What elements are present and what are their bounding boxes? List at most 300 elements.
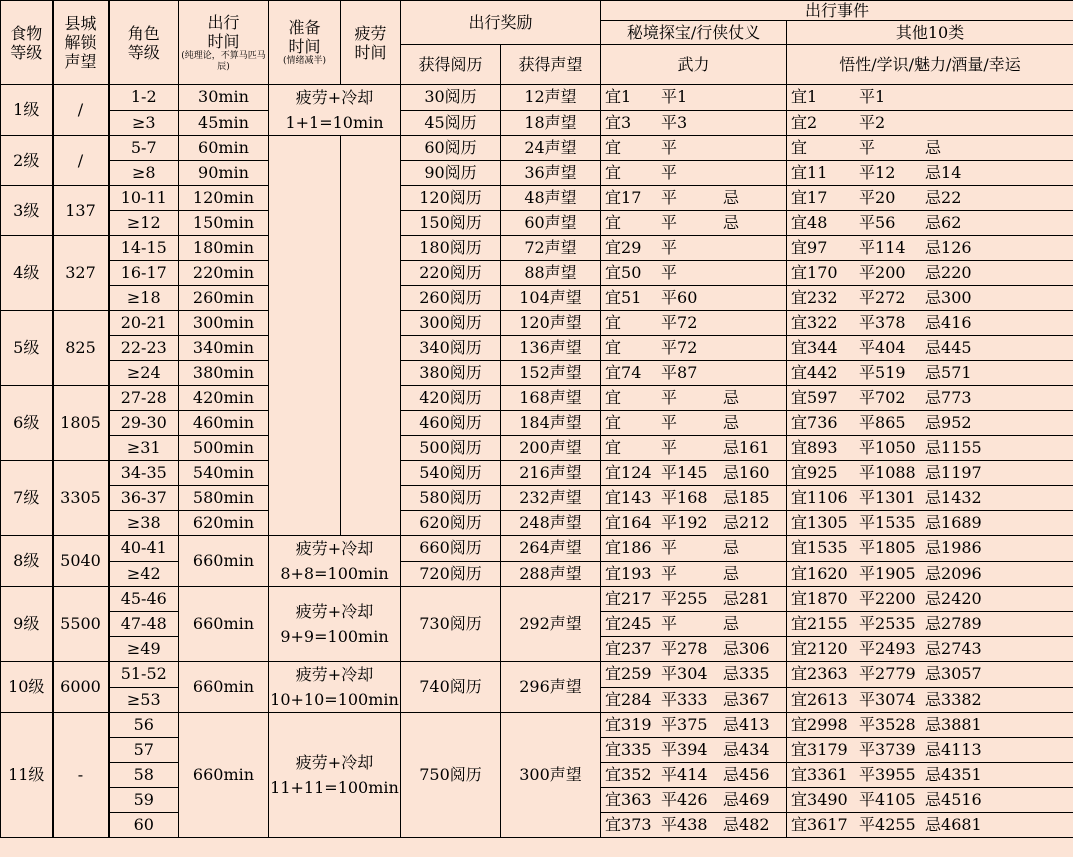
reward-exp-cell: 30阅历 xyxy=(401,85,501,111)
event-other-cell-ping: 平2200 xyxy=(859,589,916,608)
travel-time-cell: 120min xyxy=(179,186,269,211)
reward-exp-cell: 90阅历 xyxy=(401,161,501,186)
event-other-cell-yi: 宜3490 xyxy=(791,790,848,809)
event-wuli-cell-yi: 宜373 xyxy=(605,815,652,834)
event-other-cell-ping: 平2 xyxy=(859,112,886,132)
event-other-cell-yi: 宜17 xyxy=(791,188,828,207)
travel-time-cell: 300min xyxy=(179,311,269,336)
event-wuli-cell-ping: 平 xyxy=(661,614,678,633)
fatigue-label: 疲劳+冷却 xyxy=(295,539,374,558)
event-other-cell-ji: 忌952 xyxy=(925,413,972,432)
event-wuli-cell-ji: 忌160 xyxy=(723,463,770,482)
event-wuli-cell-yi: 宜1 xyxy=(605,87,632,107)
food-level-cell: 7级 xyxy=(1,461,53,536)
event-wuli-cell-yi: 宜284 xyxy=(605,689,652,709)
event-other-cell-ji: 忌14 xyxy=(925,163,962,182)
fatigue-cooldown-cell xyxy=(269,713,401,838)
travel-time-cell: 420min xyxy=(179,386,269,411)
travel-time-cell: 660min xyxy=(179,662,269,713)
event-other-cell xyxy=(787,286,1073,311)
event-other-cell xyxy=(787,411,1073,436)
county-unlock-cell: 1805 xyxy=(53,386,109,461)
event-other-cell-yi: 宜232 xyxy=(791,288,838,307)
event-other-cell-ji: 忌2743 xyxy=(925,639,982,658)
event-wuli-cell-yi: 宜259 xyxy=(605,664,652,684)
header-fatigue-time: 疲劳时间 xyxy=(341,1,401,85)
event-wuli-cell-yi: 宜335 xyxy=(605,740,652,759)
header-travel-time: 出行时间 (纯理论，不算马匹马辰) xyxy=(179,1,269,85)
event-other-cell-ji: 忌3057 xyxy=(925,664,982,684)
reward-exp-cell: 750阅历 xyxy=(401,713,501,838)
event-other-cell-yi: 宜736 xyxy=(791,413,838,432)
travel-time-cell: 30min xyxy=(179,85,269,111)
event-other-cell xyxy=(787,386,1073,411)
travel-time-cell: 340min xyxy=(179,336,269,361)
role-level-cell: ≥53 xyxy=(109,687,179,713)
reward-rep-cell: 184声望 xyxy=(501,411,601,436)
event-other-cell-ping: 平1050 xyxy=(859,438,916,457)
role-level-cell: ≥42 xyxy=(109,561,179,587)
event-other-cell xyxy=(787,637,1073,662)
event-other-cell-yi: 宜344 xyxy=(791,338,838,357)
reward-rep-cell: 72声望 xyxy=(501,236,601,261)
role-level-cell: ≥24 xyxy=(109,361,179,386)
event-other-cell-yi: 宜1106 xyxy=(791,488,848,507)
reward-exp-cell: 420阅历 xyxy=(401,386,501,411)
table-row xyxy=(1,436,1073,461)
event-wuli-cell-ping: 平1 xyxy=(661,87,688,107)
event-other-cell-ping: 平3074 xyxy=(859,689,916,709)
event-other-cell-yi: 宜3361 xyxy=(791,765,848,784)
event-wuli-cell-yi: 宜143 xyxy=(605,488,652,507)
event-wuli-cell-ji: 忌367 xyxy=(723,689,770,709)
reward-exp-cell: 740阅历 xyxy=(401,662,501,713)
fatigue-time-empty xyxy=(341,136,401,536)
event-wuli-cell-ping: 平278 xyxy=(661,639,708,658)
event-wuli-cell xyxy=(601,336,787,361)
event-other-cell-ji: 忌571 xyxy=(925,363,972,382)
event-other-cell-yi: 宜442 xyxy=(791,363,838,382)
table-row xyxy=(1,136,1073,161)
event-wuli-cell-ji: 忌281 xyxy=(723,589,770,608)
travel-time-note: (纯理论，不算马匹马辰) xyxy=(181,50,266,72)
event-wuli-cell xyxy=(601,561,787,587)
travel-time-cell: 260min xyxy=(179,286,269,311)
event-wuli-cell-ping: 平394 xyxy=(661,740,708,759)
reward-rep-cell: 48声望 xyxy=(501,186,601,211)
event-other-cell-yi: 宜2998 xyxy=(791,715,848,734)
event-wuli-cell-yi: 宜217 xyxy=(605,589,652,608)
role-level-cell: ≥38 xyxy=(109,511,179,536)
event-wuli-cell xyxy=(601,612,787,637)
reward-exp-cell: 730阅历 xyxy=(401,587,501,662)
header-event-wuli: 武力 xyxy=(601,45,787,85)
event-wuli-cell-ping: 平 xyxy=(661,213,678,232)
reward-rep-cell: 296声望 xyxy=(501,662,601,713)
event-wuli-cell-yi: 宜29 xyxy=(605,238,642,257)
travel-time-cell: 180min xyxy=(179,236,269,261)
event-wuli-cell xyxy=(601,211,787,236)
event-other-cell-ping: 平2493 xyxy=(859,639,916,658)
county-unlock-cell: - xyxy=(53,713,109,838)
event-wuli-cell-yi: 宜164 xyxy=(605,513,652,532)
event-wuli-cell-ji: 忌 xyxy=(723,388,740,407)
event-wuli-cell xyxy=(601,637,787,662)
event-other-cell xyxy=(787,511,1073,536)
event-wuli-cell-yi: 宜 xyxy=(605,138,622,157)
table-row xyxy=(1,311,1073,336)
event-other-cell-yi: 宜3179 xyxy=(791,740,848,759)
event-other-cell xyxy=(787,336,1073,361)
event-other-cell-yi: 宜2120 xyxy=(791,639,848,658)
event-wuli-cell xyxy=(601,788,787,813)
event-wuli-cell-yi: 宜 xyxy=(605,413,622,432)
header-county-unlock: 县城解锁声望 xyxy=(53,1,109,85)
event-wuli-cell xyxy=(601,662,787,688)
county-unlock-cell: 825 xyxy=(53,311,109,386)
county-unlock-cell: 327 xyxy=(53,236,109,311)
role-level-cell: 16-17 xyxy=(109,261,179,286)
role-level-cell: 40-41 xyxy=(109,536,179,562)
event-wuli-cell-ping: 平168 xyxy=(661,488,708,507)
event-other-cell-ping: 平2779 xyxy=(859,664,916,684)
fatigue-formula: 9+9=100min xyxy=(280,627,389,646)
event-wuli-cell xyxy=(601,85,787,111)
event-wuli-cell-ping: 平414 xyxy=(661,765,708,784)
event-other-cell-yi: 宜 xyxy=(791,138,808,157)
event-other-cell-ji: 忌2096 xyxy=(925,563,982,583)
event-wuli-cell-yi: 宜193 xyxy=(605,563,652,583)
event-other-cell xyxy=(787,813,1073,838)
table-row xyxy=(1,261,1073,286)
event-wuli-cell xyxy=(601,311,787,336)
event-other-cell-ji: 忌126 xyxy=(925,238,972,257)
reward-exp-cell: 120阅历 xyxy=(401,186,501,211)
prep-time-empty xyxy=(269,136,341,536)
event-other-cell-ping: 平3955 xyxy=(859,765,916,784)
reward-exp-cell: 720阅历 xyxy=(401,561,501,587)
event-wuli-cell-yi: 宜186 xyxy=(605,538,652,558)
event-wuli-cell-yi: 宜 xyxy=(605,338,622,357)
event-other-cell xyxy=(787,738,1073,763)
event-other-cell xyxy=(787,110,1073,136)
event-other-cell xyxy=(787,261,1073,286)
event-other-cell xyxy=(787,461,1073,486)
event-other-cell-ping: 平865 xyxy=(859,413,906,432)
county-unlock-cell: / xyxy=(53,136,109,186)
role-level-cell: ≥3 xyxy=(109,110,179,136)
travel-time-cell: 660min xyxy=(179,713,269,838)
event-other-cell-ping: 平4105 xyxy=(859,790,916,809)
event-other-cell-yi: 宜1535 xyxy=(791,538,848,558)
table-row xyxy=(1,587,1073,612)
role-level-cell: ≥31 xyxy=(109,436,179,461)
event-other-cell-ping: 平3739 xyxy=(859,740,916,759)
event-other-cell-ping: 平378 xyxy=(859,313,906,332)
travel-time-cell: 45min xyxy=(179,110,269,136)
event-wuli-cell-ji: 忌 xyxy=(723,188,740,207)
county-unlock-cell: 3305 xyxy=(53,461,109,536)
role-level-cell: 58 xyxy=(109,763,179,788)
fatigue-formula: 11+11=100min xyxy=(270,778,399,797)
table-row xyxy=(1,386,1073,411)
event-other-cell-ji: 忌300 xyxy=(925,288,972,307)
event-wuli-cell-ping: 平304 xyxy=(661,664,708,684)
reward-exp-cell: 45阅历 xyxy=(401,110,501,136)
fatigue-cooldown-cell xyxy=(269,85,401,136)
event-wuli-cell xyxy=(601,713,787,738)
food-level-cell: 2级 xyxy=(1,136,53,186)
event-other-cell xyxy=(787,612,1073,637)
event-wuli-cell-ping: 平60 xyxy=(661,288,698,307)
reward-rep-cell: 18声望 xyxy=(501,110,601,136)
event-wuli-cell-ping: 平192 xyxy=(661,513,708,532)
event-other-cell xyxy=(787,662,1073,688)
reward-rep-cell: 60声望 xyxy=(501,211,601,236)
event-other-cell-ji: 忌4351 xyxy=(925,765,982,784)
fatigue-label: 疲劳+冷却 xyxy=(295,602,374,621)
event-wuli-cell-yi: 宜 xyxy=(605,388,622,407)
header-event-other: 其他10类 xyxy=(787,21,1073,45)
event-wuli-cell-ping: 平255 xyxy=(661,589,708,608)
event-other-cell-yi: 宜1305 xyxy=(791,513,848,532)
event-other-cell xyxy=(787,236,1073,261)
event-other-cell-ji: 忌4113 xyxy=(925,740,982,759)
table-row xyxy=(1,236,1073,261)
event-other-cell-ping: 平1905 xyxy=(859,563,916,583)
reward-exp-cell: 380阅历 xyxy=(401,361,501,386)
event-wuli-cell-ping: 平 xyxy=(661,188,678,207)
table-row xyxy=(1,713,1073,738)
event-other-cell-yi: 宜2155 xyxy=(791,614,848,633)
reward-rep-cell: 216声望 xyxy=(501,461,601,486)
event-wuli-cell-yi: 宜319 xyxy=(605,715,652,734)
event-other-cell xyxy=(787,311,1073,336)
event-wuli-cell-yi: 宜352 xyxy=(605,765,652,784)
travel-time-cell: 460min xyxy=(179,411,269,436)
event-wuli-cell-ji: 忌413 xyxy=(723,715,770,734)
event-wuli-cell-ji: 忌335 xyxy=(723,664,770,684)
event-wuli-cell-ping: 平 xyxy=(661,388,678,407)
event-other-cell-ping: 平1805 xyxy=(859,538,916,558)
event-other-cell-ji: 忌 xyxy=(925,138,942,157)
food-level-cell: 11级 xyxy=(1,713,53,838)
header-reward-rep: 获得声望 xyxy=(501,45,601,85)
event-wuli-cell-ping: 平145 xyxy=(661,463,708,482)
event-wuli-cell-ping: 平 xyxy=(661,413,678,432)
food-level-cell: 10级 xyxy=(1,662,53,713)
event-wuli-cell xyxy=(601,461,787,486)
event-other-cell-ji: 忌1986 xyxy=(925,538,982,558)
event-other-cell xyxy=(787,361,1073,386)
event-wuli-cell-ping: 平87 xyxy=(661,363,698,382)
event-wuli-cell-ping: 平3 xyxy=(661,112,688,132)
event-other-cell-ji: 忌1197 xyxy=(925,463,982,482)
event-wuli-cell xyxy=(601,687,787,713)
event-other-cell-ji: 忌1155 xyxy=(925,438,982,457)
role-level-cell: 5-7 xyxy=(109,136,179,161)
event-other-cell xyxy=(787,536,1073,562)
role-level-cell: 29-30 xyxy=(109,411,179,436)
event-other-cell-ji: 忌4516 xyxy=(925,790,982,809)
reward-exp-cell: 580阅历 xyxy=(401,486,501,511)
event-other-cell-ping: 平1 xyxy=(859,87,886,107)
fatigue-formula: 8+8=100min xyxy=(280,564,389,583)
event-wuli-cell xyxy=(601,738,787,763)
event-other-cell-yi: 宜11 xyxy=(791,163,828,182)
travel-time-cell: 90min xyxy=(179,161,269,186)
event-other-cell-ping: 平114 xyxy=(859,238,906,257)
header-event-secret: 秘境探宝/行侠仗义 xyxy=(601,21,787,45)
food-level-cell: 3级 xyxy=(1,186,53,236)
event-wuli-cell-yi: 宜 xyxy=(605,313,622,332)
reward-rep-cell: 264声望 xyxy=(501,536,601,562)
table-row xyxy=(1,186,1073,211)
table-row xyxy=(1,286,1073,311)
event-other-cell-yi: 宜2613 xyxy=(791,689,848,709)
reward-rep-cell: 88声望 xyxy=(501,261,601,286)
reward-rep-cell: 168声望 xyxy=(501,386,601,411)
event-other-cell xyxy=(787,211,1073,236)
role-level-cell: 59 xyxy=(109,788,179,813)
event-other-cell-yi: 宜1870 xyxy=(791,589,848,608)
county-unlock-cell: 5040 xyxy=(53,536,109,587)
event-other-cell-yi: 宜2 xyxy=(791,112,818,132)
event-wuli-cell xyxy=(601,587,787,612)
event-other-cell-ping: 平20 xyxy=(859,188,896,207)
role-level-cell: 20-21 xyxy=(109,311,179,336)
role-level-cell: 10-11 xyxy=(109,186,179,211)
event-other-cell-yi: 宜2363 xyxy=(791,664,848,684)
event-wuli-cell-ping: 平 xyxy=(661,263,678,282)
event-wuli-cell-yi: 宜17 xyxy=(605,188,642,207)
event-other-cell-ping: 平272 xyxy=(859,288,906,307)
reward-rep-cell: 200声望 xyxy=(501,436,601,461)
event-wuli-cell xyxy=(601,136,787,161)
event-wuli-cell xyxy=(601,436,787,461)
role-level-cell: 47-48 xyxy=(109,612,179,637)
reward-exp-cell: 340阅历 xyxy=(401,336,501,361)
event-wuli-cell-ji: 忌456 xyxy=(723,765,770,784)
event-wuli-cell xyxy=(601,411,787,436)
event-wuli-cell xyxy=(601,813,787,838)
food-level-cell: 1级 xyxy=(1,85,53,136)
event-other-cell-ji: 忌3881 xyxy=(925,715,982,734)
event-other-cell-yi: 宜597 xyxy=(791,388,838,407)
event-other-cell-yi: 宜1 xyxy=(791,87,818,107)
role-level-cell: 56 xyxy=(109,713,179,738)
reward-rep-cell: 288声望 xyxy=(501,561,601,587)
event-wuli-cell-ji: 忌306 xyxy=(723,639,770,658)
event-other-cell xyxy=(787,436,1073,461)
event-wuli-cell xyxy=(601,763,787,788)
event-other-cell-yi: 宜48 xyxy=(791,213,828,232)
reward-rep-cell: 248声望 xyxy=(501,511,601,536)
travel-time-cell: 580min xyxy=(179,486,269,511)
event-wuli-cell-yi: 宜237 xyxy=(605,639,652,658)
header-food-level: 食物等级 xyxy=(1,1,53,85)
reward-rep-cell: 136声望 xyxy=(501,336,601,361)
event-other-cell-ping: 平519 xyxy=(859,363,906,382)
role-level-cell: ≥18 xyxy=(109,286,179,311)
event-wuli-cell-ping: 平438 xyxy=(661,815,708,834)
travel-time-cell: 380min xyxy=(179,361,269,386)
travel-time-cell: 660min xyxy=(179,536,269,587)
event-other-cell-ping: 平404 xyxy=(859,338,906,357)
event-wuli-cell-ji: 忌161 xyxy=(723,438,770,457)
event-wuli-cell xyxy=(601,536,787,562)
table-row xyxy=(1,336,1073,361)
role-level-cell: 1-2 xyxy=(109,85,179,111)
table-row xyxy=(1,662,1073,688)
event-other-cell-ping: 平702 xyxy=(859,388,906,407)
event-wuli-cell-yi: 宜 xyxy=(605,438,622,457)
table-row xyxy=(1,461,1073,486)
fatigue-formula: 10+10=100min xyxy=(270,690,399,709)
role-level-cell: 27-28 xyxy=(109,386,179,411)
event-other-cell-ping: 平1301 xyxy=(859,488,916,507)
table-row xyxy=(1,511,1073,536)
event-wuli-cell xyxy=(601,286,787,311)
event-wuli-cell-yi: 宜124 xyxy=(605,463,652,482)
event-other-cell xyxy=(787,85,1073,111)
county-unlock-cell: 6000 xyxy=(53,662,109,713)
event-wuli-cell xyxy=(601,110,787,136)
event-other-cell-ji: 忌1689 xyxy=(925,513,982,532)
header-event-other-sub: 悟性/学识/魅力/酒量/幸运 xyxy=(787,45,1073,85)
table-row xyxy=(1,161,1073,186)
event-wuli-cell xyxy=(601,361,787,386)
fatigue-label: 疲劳+冷却 xyxy=(295,665,374,684)
event-other-cell-ping: 平2535 xyxy=(859,614,916,633)
event-wuli-cell-ji: 忌469 xyxy=(723,790,770,809)
travel-time-cell: 60min xyxy=(179,136,269,161)
event-other-cell-ji: 忌1432 xyxy=(925,488,982,507)
event-wuli-cell xyxy=(601,186,787,211)
event-wuli-cell-ping: 平 xyxy=(661,238,678,257)
reward-rep-cell: 120声望 xyxy=(501,311,601,336)
reward-rep-cell: 292声望 xyxy=(501,587,601,662)
food-level-cell: 8级 xyxy=(1,536,53,587)
event-other-cell-ping: 平 xyxy=(859,138,876,157)
fatigue-cooldown-cell xyxy=(269,587,401,662)
event-wuli-cell-ji: 忌 xyxy=(723,213,740,232)
role-level-cell: 45-46 xyxy=(109,587,179,612)
food-level-cell: 6级 xyxy=(1,386,53,461)
table-row xyxy=(1,536,1073,562)
header-role-level: 角色等级 xyxy=(109,1,179,85)
event-wuli-cell xyxy=(601,486,787,511)
fatigue-formula: 1+1=10min xyxy=(285,113,384,132)
event-wuli-cell-ping: 平 xyxy=(661,438,678,457)
event-wuli-cell-ping: 平 xyxy=(661,538,678,558)
event-other-cell xyxy=(787,763,1073,788)
food-level-cell: 5级 xyxy=(1,311,53,386)
role-level-cell: 36-37 xyxy=(109,486,179,511)
event-wuli-cell xyxy=(601,161,787,186)
reward-rep-cell: 152声望 xyxy=(501,361,601,386)
header-reward-exp: 获得阅历 xyxy=(401,45,501,85)
reward-exp-cell: 620阅历 xyxy=(401,511,501,536)
role-level-cell: 60 xyxy=(109,813,179,838)
event-wuli-cell xyxy=(601,261,787,286)
event-wuli-cell-ping: 平72 xyxy=(661,338,698,357)
event-wuli-cell-ping: 平333 xyxy=(661,689,708,709)
event-other-cell-ji: 忌773 xyxy=(925,388,972,407)
event-other-cell xyxy=(787,561,1073,587)
role-level-cell: ≥8 xyxy=(109,161,179,186)
role-level-cell: 22-23 xyxy=(109,336,179,361)
